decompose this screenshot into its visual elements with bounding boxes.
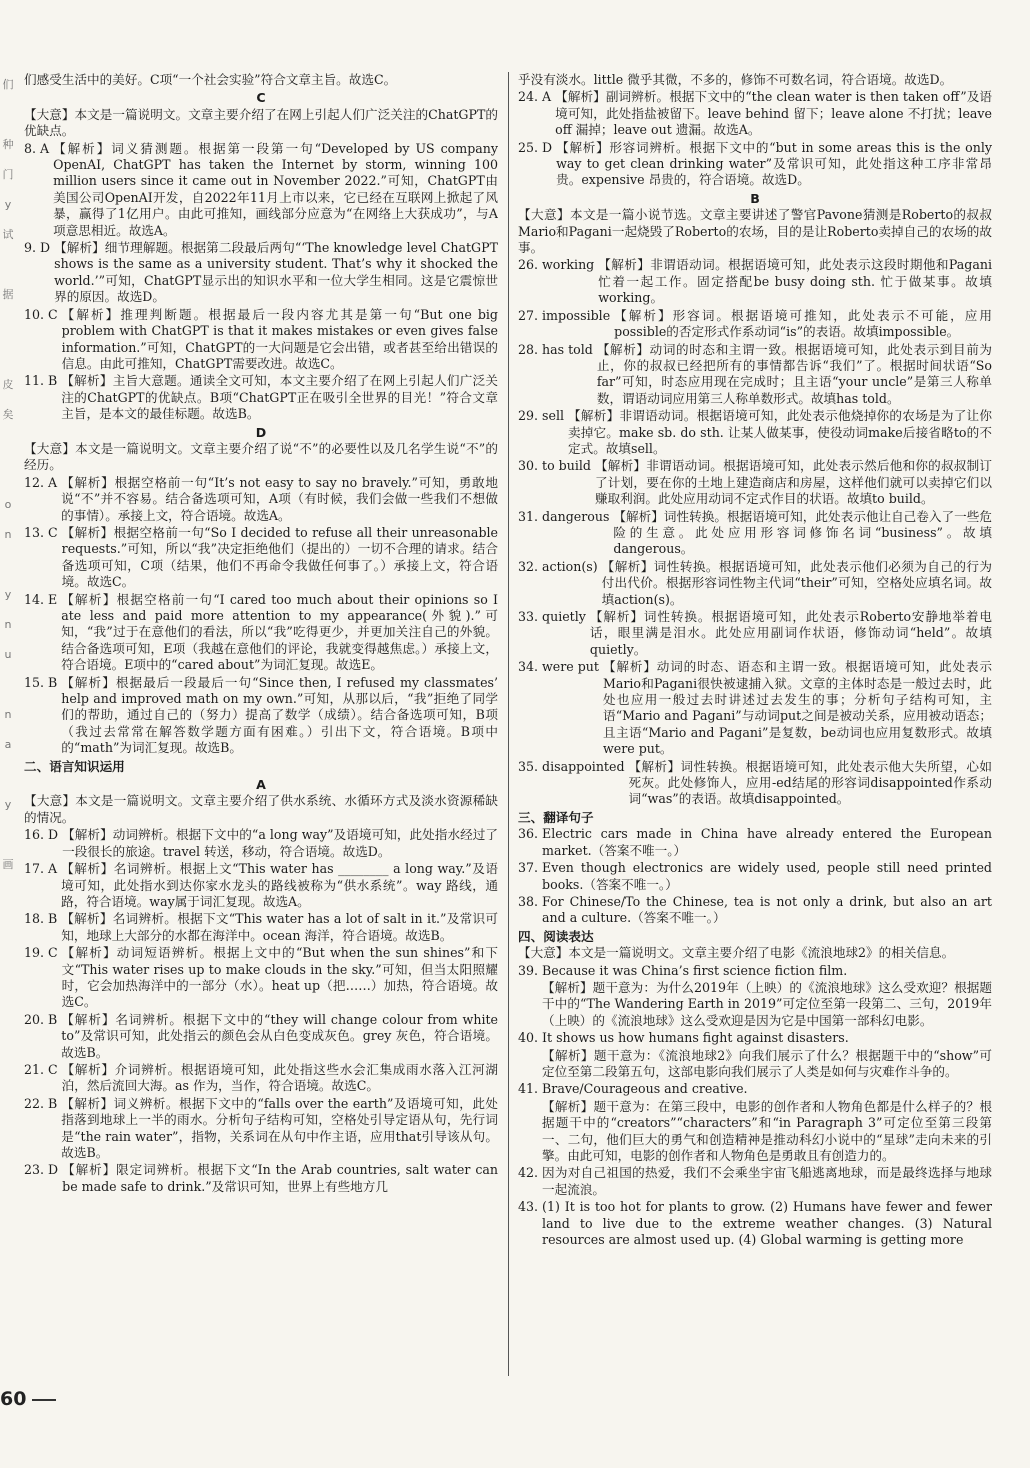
answer-item — [24, 592, 498, 674]
gutter-char: o — [4, 498, 12, 511]
answer-number: 11. B — [24, 373, 62, 389]
answer-number: 28. has told — [518, 341, 597, 357]
section-letter: D — [255, 424, 267, 440]
answer-item — [518, 963, 992, 979]
answer-number: 19. C — [24, 945, 62, 961]
gutter-char: n — [4, 708, 12, 721]
summary-paragraph: 【大意】本文是一篇说明文。文章主要介绍了电影《流浪地球2》的相关信息。 — [518, 945, 955, 961]
left-margin-gutter — [0, 70, 16, 950]
answer-number: 9. D — [24, 240, 55, 256]
gutter-char: a — [4, 738, 12, 751]
answer-number: 34. were put — [518, 659, 603, 675]
answer-item — [518, 89, 992, 138]
left-column — [24, 72, 498, 1380]
answer-item — [24, 911, 498, 944]
answer-item — [518, 257, 992, 306]
answer-number: 16. D — [24, 827, 63, 843]
footer-dash — [32, 1399, 56, 1401]
section-letter: A — [256, 777, 266, 793]
answer-explanation: 【解析】主旨大意题。通读全文可知，本文主要介绍了在网上引起人们广泛关注的ChatGPT的优缺点。B项“ChatGPT正在吸引全世界的目光！”符合文章主旨，是本文的最佳标题。故选B。 — [61, 373, 498, 422]
answer-item — [518, 1081, 992, 1097]
answer-number: 37. — [518, 860, 543, 876]
answer-explanation: Because it was China’s first science fiction film. — [542, 962, 848, 978]
gutter-char: 矣 — [2, 408, 14, 421]
answer-item — [24, 945, 498, 1011]
gutter-char — [0, 100, 16, 130]
answer-number: 41. — [518, 1081, 543, 1097]
answer-explanation: 【解析】根据空格前一句“I cared too much about their opinions so I ate less and paid more attention to my appearance(外貌).”可知，“我”过于在意他们的看法，所以“我”吃得更少，并更加关注自己的外貌。结合备选项可知，E项（我越在意他们的评论，我就变得越焦虑。）承接上文，符合语境。E项中的“cared about”为词汇复现。故选E。 — [61, 591, 498, 673]
answer-item — [518, 408, 992, 457]
summary-paragraph: 【大意】本文是一篇说明文。文章主要介绍了说“不”的必要性以及几名学生说“不”的经历。 — [24, 440, 498, 473]
answer-item — [518, 509, 992, 558]
answer-number: 15. B — [24, 674, 62, 690]
answer-explanation: 【解析】词性转换。根据语境可知，此处表示他们必须为自己的行为付出代价。根据形容词性物主代词“their”可知，空格处应填名词。故填action(s)。 — [601, 558, 992, 607]
answer-item — [518, 1199, 992, 1248]
answer-number: 39. — [518, 962, 543, 978]
answer-explanation: 【解析】根据空格前一句“So I decided to refuse all their unreasonable requests.”可知，所以“我”决定拒绝他们（提出的）一切不合理的请求。结合备选项可知，C项（结果，他们不再命令我做任何事了。）承接上文，符合语境。故选C。 — [61, 524, 498, 590]
summary-paragraph: 们感受生活中的美好。C项“一个社会实验”符合文章主旨。故选C。 — [24, 72, 397, 87]
answer-number: 42. — [518, 1165, 543, 1181]
answer-item — [518, 659, 992, 757]
gutter-char — [0, 820, 16, 850]
gutter-char — [0, 460, 16, 490]
gutter-char: 们 — [2, 78, 14, 91]
gutter-char — [0, 760, 16, 790]
gutter-char: y — [4, 798, 12, 811]
answer-number: 35. disappointed — [518, 758, 629, 774]
gutter-char: 种 — [2, 138, 14, 151]
answer-number: 13. C — [24, 524, 62, 540]
answer-item — [518, 860, 992, 893]
answer-explanation: For Chinese/To the Chinese, tea is not only a drink, but also an art and a culture.（答案不唯一。） — [542, 893, 992, 926]
analysis-paragraph: 【解析】题干意为：在第三段中，电影的创作者和人物角色都是什么样子的？根据题干中的“creators”“characters”和“in Paragraph 3”可定位至第三段第一、二句，他们巨大的勇气和创造精神是推动科幻小说中的“星球”走向未来的引擎。由此可知，电影的创作者和人物角色是勇敢且有创造力的。 — [542, 1098, 992, 1163]
answer-number: 25. D — [518, 139, 557, 155]
answer-explanation: 【解析】名词辨析。根据上文“This water has ________ a long way.”及语境可知，此处指水到达你家水龙头的路线被称为“供水系统”。way 路线，通路，符合语境。way属于词汇复现。故选A。 — [61, 861, 498, 909]
gutter-char — [0, 250, 16, 280]
page-number: 60 — [0, 1388, 27, 1410]
answer-item — [24, 525, 498, 591]
answer-explanation: 【解析】根据空格前一句“It’s not easy to say no bravely.”可知，勇敢地说“不”并不容易。结合备选项可知，A项（有时候，我们会做一些我们不想做的事情）。承接上文，符合语境。故选A。 — [61, 474, 498, 523]
answer-explanation: 【解析】根据最后一段最后一句“Since then, I refused my classmates’ help and improved math on my own.”可知，从那以后，“我”拒绝了同学们的帮助，通过自己的（努力）提高了数学（成绩）。结合备选项可知，B项（我过去常常在解答数学题方面有困难。）引出下文，符合语境。B项中的“math”为词汇复现。故选B。 — [61, 674, 498, 756]
answer-explanation: 【解析】动词短语辨析。根据上文中的“But when the sun shines”和下文“This water rises up to make clouds in the sky.”可知，但当太阳照耀时，它会加热海洋中的一部分（水）。heat up（把……）加热，符合语境。故选C。 — [61, 945, 498, 1010]
answer-explanation: 【解析】形容词辨析。根据下文中的“but in some areas this is the only way to get clean drinking water”及常识可知，此处指这种工序非常昂贵。expensive 昂贵的，符合语境。故选D。 — [556, 139, 992, 188]
answer-number: 23. D — [24, 1162, 63, 1178]
gutter-char — [0, 310, 16, 340]
summary-paragraph: 【大意】本文是一篇说明文。文章主要介绍了供水系统、水循环方式及淡水资源稀缺的情况。 — [24, 793, 498, 825]
answer-explanation: It shows us how humans fight against disasters. — [542, 1030, 849, 1046]
answer-number: 10. C — [24, 306, 62, 322]
section-heading: 二、语言知识运用 — [24, 758, 125, 774]
answer-explanation: 【解析】动词的时态、语态和主谓一致。根据语境可知，此处表示Mario和Pagani很快被逮捕入狱。文章的主体时态是一般过去时，此处也应用一般过去时讲述过去发生的事；分析句子结构可知，主语“Mario and Pagani”与动词put之间是被动关系，应用被动语态；且主语“Mario and Pagani”是复数，be动词也应用复数形式。故填were put。 — [602, 659, 992, 757]
answer-number: 36. — [518, 826, 543, 842]
answer-number: 21. C — [24, 1061, 62, 1077]
gutter-char — [0, 430, 16, 460]
answer-explanation: 【解析】词性转换。根据语境可知，此处表示他大失所望，心如死灰。此处修饰人，应用-ed结尾的形容词disappointed作系动词“was”的表语。故填disappointed。 — [628, 758, 992, 807]
answer-number: 29. sell — [518, 408, 569, 424]
answer-explanation: 【解析】词性转换。根据语境可知，此处表示Roberto安静地举着电话，眼里满是泪水。此处应用副词作状语，修饰动词“held”。故填quietly。 — [589, 609, 992, 657]
answer-item — [518, 342, 992, 408]
section-letter: B — [750, 190, 760, 206]
analysis-paragraph: 【解析】题干意为：为什么2019年（上映）的《流浪地球》这么受欢迎？根据题干中的“The Wandering Earth in 2019”可定位至第一段第二、三句，2019年（上映）的《流浪地球》这么受欢迎是因为它是中国第一部科幻电影。 — [542, 979, 992, 1028]
answer-explanation: 【解析】词义猜测题。根据第一段第一句“Developed by US company OpenAI, ChatGPT has taken the Internet by storm, winning 100 million users since it came out in November 2022.”可知，ChatGPT由美国公司OpenAI开发，自2022年11月上市以来，它已经在互联网上掀起了风暴，赢得了1亿用户。由此可推知，画线部分应意为“在网络上大获成功”，与A项意思相近。故选A。 — [53, 140, 498, 238]
answer-explanation: 【解析】名词辨析。根据下文“This water has a lot of salt in it.”及常识可知，地球上大部分的水都在海洋中。ocean 海洋，符合语境。故选B。 — [61, 911, 498, 943]
answer-explanation: 【解析】介词辨析。根据语境可知，此处指这些水会汇集成雨水落入江河湖泊，然后流回大海。as 作为，当作，符合语境。故选C。 — [61, 1061, 498, 1094]
gutter-char: 试 — [2, 228, 14, 241]
section-letter: C — [256, 90, 266, 106]
answer-explanation: 【解析】推理判断题。根据最后一段内容尤其是第一句“But one big problem with ChatGPT is that it makes mistakes or even gives false information.”可知，ChatGPT的一大问题是它会出错，或者甚至给出错误的信息。由此可推知，ChatGPT需要改进。故选C。 — [61, 306, 498, 371]
answer-explanation: 【解析】动词的时态和主谓一致。根据语境可知，此处表示到目前为止，你的叔叔已经把所有的事情都告诉“我们”了。根据时间状语“So far”可知，时态应用现在完成时；且主语“your uncle”是第三人称单数，谓语动词应用第三人称单数形式。故填has told。 — [596, 341, 992, 406]
section-heading: 四、阅读表达 — [518, 928, 594, 944]
answer-item — [518, 308, 992, 341]
answer-number: 27. impossible — [518, 307, 615, 323]
answer-number: 22. B — [24, 1095, 62, 1111]
answer-explanation: 【解析】名词辨析。根据下文中的“they will change colour from white to”及常识可知，此处指云的颜色会从白色变成灰色。grey 灰色，符合语境。故选B。 — [61, 1011, 498, 1060]
answer-item — [24, 1162, 498, 1195]
answer-item — [24, 675, 498, 757]
answer-number: 17. A — [24, 861, 62, 877]
answer-number: 40. — [518, 1030, 543, 1046]
gutter-char: 画 — [2, 858, 14, 871]
answer-explanation: 【解析】动词辨析。根据下文中的“a long way”及语境可知，此处指水经过了一段很长的旅途。travel 转送，移动，符合语境。故选D。 — [62, 827, 498, 859]
gutter-char: y — [4, 588, 12, 601]
answer-item — [518, 826, 992, 859]
answer-item — [24, 1062, 498, 1095]
answer-item — [518, 1165, 992, 1198]
answer-explanation: Electric cars made in China have already entered the European market.（答案不唯一。） — [542, 826, 992, 858]
answer-item — [24, 141, 498, 239]
answer-item — [518, 559, 992, 608]
page-footer — [0, 1388, 56, 1410]
summary-paragraph: 【大意】本文是一篇说明文。文章主要介绍了在网上引起人们广泛关注的ChatGPT的优缺点。 — [24, 106, 498, 139]
analysis-paragraph: 【解析】题干意为：《流浪地球2》向我们展示了什么？根据题干中的“show”可定位至第二段第五句，这部电影向我们展示了人类是如何与灾难作斗争的。 — [542, 1047, 992, 1079]
answer-number: 43. — [518, 1199, 543, 1215]
answer-explanation: 【解析】非谓语动词。根据语境可知，此处表示然后他和你的叔叔制订了计划，要在你的土地上建造商店和房屋，这样他们就可以卖掉它们以赚取利润。此处应用动词不定式作目的状语。故填to build。 — [594, 458, 992, 507]
gutter-char: 皮 — [2, 378, 14, 391]
answer-number: 31. dangerous — [518, 508, 614, 524]
gutter-char: n — [4, 618, 12, 631]
answer-number: 24. A — [518, 89, 556, 105]
answer-explanation: 【解析】副词辨析。根据下文中的“the clean water is then taken off”及语境可知，此处指盐被留下。leave behind 留下；leave alone 不打扰；leave off 漏掉；leave out 遗漏。故选A。 — [555, 89, 992, 138]
answer-item — [518, 759, 992, 808]
answer-number: 18. B — [24, 911, 62, 927]
answer-item — [518, 1030, 992, 1046]
gutter-char: 据 — [2, 288, 14, 301]
answer-explanation: 【解析】词性转换。根据语境可知，此处表示他让自己卷入了一些危险的生意。此处应用形容词修饰名词“business”。故填dangerous。 — [613, 508, 992, 557]
gutter-char: u — [4, 648, 12, 661]
answer-item — [24, 240, 498, 306]
answer-number: 30. to build — [518, 458, 595, 474]
answer-number: 8. A — [24, 140, 54, 156]
answer-item — [24, 307, 498, 373]
answer-explanation: Even though electronics are widely used, people still need printed books.（答案不唯一。） — [542, 860, 992, 892]
answer-number: 20. B — [24, 1011, 62, 1027]
answer-item — [24, 1012, 498, 1061]
answer-explanation: 【解析】词义辨析。根据下文中的“falls over the earth”及语境可知，此处指落到地球上一半的雨水。分析句子结构可知，空格处引导定语从句，先行词是“the rain water”，指物，关系词在从句中作主语，应用that引导该从句。故选B。 — [61, 1095, 498, 1160]
gutter-char — [0, 670, 16, 700]
answer-item — [24, 475, 498, 524]
gutter-char: n — [4, 528, 12, 541]
answer-number: 33. quietly — [518, 609, 590, 624]
answer-explanation: 【解析】限定词辨析。根据下文“In the Arab countries, salt water can be made safe to drink.”及常识可知，世界上有些地方几 — [62, 1162, 498, 1194]
summary-paragraph: 【大意】本文是一篇小说节选。文章主要讲述了警官Pavone猜测是Roberto的叔叔Mario和Pagani一起烧毁了Roberto的农场，目的是让Roberto卖掉自己的农场的故事。 — [518, 207, 992, 256]
right-column — [518, 72, 992, 1380]
answer-item — [518, 458, 992, 507]
answer-item — [24, 1096, 498, 1162]
answer-explanation: Brave/Courageous and creative. — [542, 1081, 748, 1097]
answer-item — [518, 140, 992, 189]
answer-number: 38. — [518, 893, 543, 909]
gutter-char: y — [4, 198, 12, 211]
gutter-char — [0, 340, 16, 370]
column-divider — [508, 72, 509, 1376]
answer-explanation: 【解析】细节理解题。根据第二段最后两句“‘The knowledge level ChatGPT shows is the same as a university student. That’s why it shocked the world.’”可知，ChatGPT显示出的知识水平和一位大学生相同。这是它震惊世界的原因。故选D。 — [54, 240, 498, 305]
summary-paragraph: 乎没有淡水。little 微乎其微，不多的，修饰不可数名词，符合语境。故选D。 — [518, 72, 953, 87]
section-heading: 三、翻译句子 — [518, 809, 594, 825]
answer-explanation: 【解析】形容词。根据语境可推知，此处表示不可能，应用possible的否定形式作系动词“is”的表语。故填impossible。 — [614, 307, 992, 340]
answer-number: 14. E — [24, 591, 62, 607]
answer-number: 12. A — [24, 474, 62, 490]
gutter-char — [0, 550, 16, 580]
answer-number: 26. working — [518, 257, 599, 273]
answer-explanation: 因为对自己祖国的热爱，我们不会乘坐宇宙飞船逃离地球，而是最终选择与地球一起流浪。 — [542, 1165, 992, 1197]
answer-item — [518, 894, 992, 927]
answer-explanation: 【解析】非谓语动词。根据语境可知，此处表示他烧掉你的农场是为了让你卖掉它。make sb. do sth. 让某人做某事，使役动词make后接省略to的不定式。故填sell。 — [568, 408, 992, 456]
answer-item — [24, 861, 498, 910]
gutter-char: 门 — [2, 168, 14, 181]
answer-explanation: 【解析】非谓语动词。根据语境可知，此处表示这段时期他和Pagani忙着一起工作。固定搭配be busy doing sth. 忙于做某事。故填working。 — [598, 257, 992, 306]
answer-explanation: (1) It is too hot for plants to grow. (2) Humans have fewer and fewer land to live due to the extreme weather changes. (3) Natural resources are almost used up. (4) Global warming is getting more — [542, 1199, 992, 1248]
answer-number: 32. action(s) — [518, 558, 602, 574]
answer-item — [518, 609, 992, 658]
answer-item — [24, 827, 498, 860]
answer-item — [24, 373, 498, 422]
